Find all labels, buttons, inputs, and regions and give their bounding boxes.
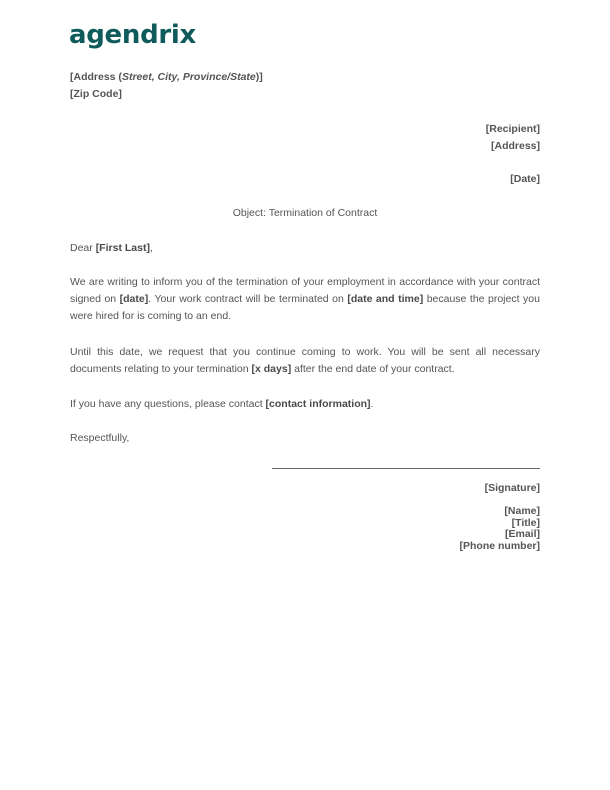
letter-date: [Date] — [510, 173, 540, 185]
recipient-block — [486, 121, 540, 155]
sender-name: [Name] — [504, 505, 540, 517]
text: . — [370, 398, 374, 410]
sender-address — [70, 69, 263, 86]
closing: Respectfully, — [70, 432, 130, 444]
recipient-address: [Address] — [490, 140, 540, 152]
text: We are writing to inform you of the termination of your employment in accordance with your contract signed on — [70, 276, 540, 305]
greeting-name: [First Last] — [95, 242, 150, 254]
paragraph-contact — [70, 396, 540, 413]
text: . Your work contract will be terminated on — [148, 293, 348, 305]
text: after the end date of your contract. — [291, 363, 455, 375]
agendrix-logo: agendrix — [69, 20, 197, 50]
signature-placeholder: [Signature] — [484, 482, 540, 494]
text: If you have any questions, please contact — [70, 398, 266, 410]
placeholder-date: [date] — [119, 293, 149, 305]
address-open: [Address ( — [70, 71, 122, 83]
placeholder-contact-information: [contact information] — [265, 398, 371, 410]
paragraph-continue-work — [70, 344, 540, 378]
text: Until this date, we request that you continue coming to work. You will be sent all necessary documents relating to your termination — [70, 346, 540, 375]
object-line: Object: Termination of Contract — [232, 207, 378, 219]
greeting-prefix: Dear — [70, 242, 96, 254]
recipient-name: [Recipient] — [485, 123, 540, 135]
sender-zip: [Zip Code] — [70, 88, 122, 100]
sender-title: [Title] — [511, 516, 540, 529]
address-detail: Street, City, Province/State — [121, 71, 256, 83]
placeholder-date-and-time: [date and time] — [347, 293, 424, 305]
greeting-suffix: , — [149, 242, 153, 254]
sender-contact-block — [460, 506, 541, 552]
paragraph-termination-notice — [70, 274, 540, 325]
sender-address-block — [70, 69, 263, 103]
sender-phone: [Phone number] — [459, 539, 540, 552]
placeholder-x-days: [x days] — [251, 363, 292, 375]
text: because the project you were hired for is coming to an end. — [70, 293, 540, 322]
signature-line — [272, 468, 540, 469]
address-close: )] — [255, 71, 263, 83]
greeting — [70, 240, 540, 257]
sender-email: [Email] — [504, 528, 540, 540]
